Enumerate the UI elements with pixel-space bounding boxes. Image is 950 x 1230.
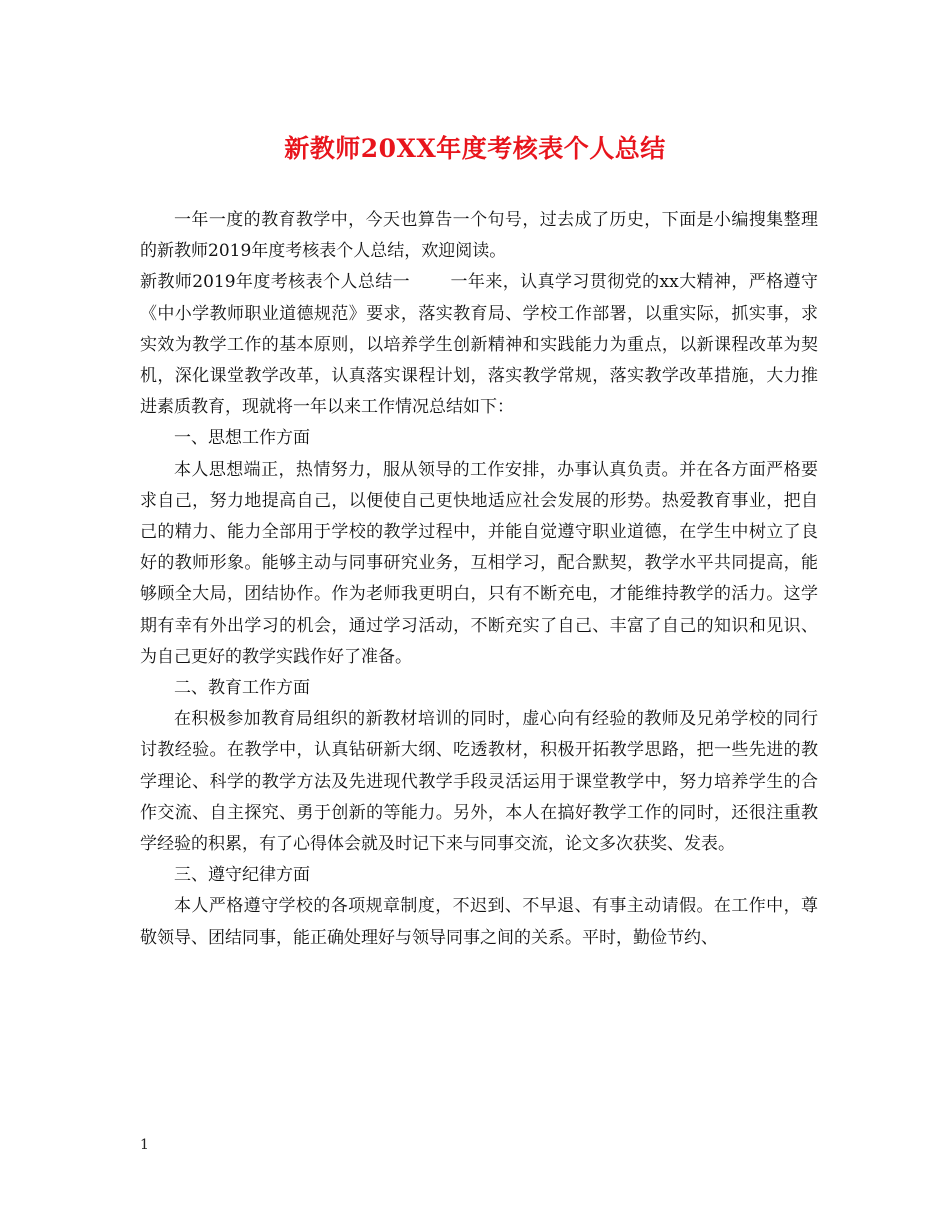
section-paragraph: 本人思想端正，热情努力，服从领导的工作安排，办事认真负责。并在各方面严格要求自己，努力地提高自己，以便使自己更快地适应社会发展的形势。热爱教育事业，把自己的精力、能力全部用于学校的教学过程中，并能自觉遵守职业道德，在学生中树立了良好的教师形象。能够主动与同事研究业务，互相学习，配合默契，教学水平共同提高，能够顾全大局，团结协作。作为老师我更明白，只有不断充电，才能维持教学的活力。这学期有幸有外出学习的机会，通过学习活动，不断充实了自己、丰富了自己的知识和见识、为自己更好的教学实践作好了准备。	[140, 459, 818, 667]
section-paragraph: 本人严格遵守学校的各项规章制度，不迟到、不早退、有事主动请假。在工作中，尊敬领导、团结同事，能正确处理好与领导同事之间的关系。平时，勤俭节约、	[140, 896, 818, 948]
overview-text: 一年来，认真学习贯彻党的xx大精神，严格遵守《中小学教师职业道德规范》要求，落实教育局、学校工作部署，以重实际，抓实事，求实效为教学工作的基本原则，以培养学生创新精神和实践能力为重点，以新课程改革为契机，深化课堂教学改革，认真落实课程计划，落实教学常规，落实教学改革措施，大力推进素质教育，现就将一年以来工作情况总结如下：	[140, 272, 818, 418]
overview-paragraph	[140, 267, 818, 423]
section-heading: 二、教育工作方面	[174, 678, 310, 699]
intro-paragraph: 一年一度的教育教学中，今天也算告一个句号，过去成了历史，下面是小编搜集整理的新教师2019年度考核表个人总结，欢迎阅读。	[140, 210, 818, 262]
section-heading: 一、思想工作方面	[174, 428, 310, 449]
document-title: 新教师20XX年度考核表个人总结	[284, 134, 666, 163]
summary-subtitle: 新教师2019年度考核表个人总结一	[140, 272, 411, 293]
section-paragraph: 在积极参加教育局组织的新教材培训的同时，虚心向有经验的教师及兄弟学校的同行讨教经验。在教学中，认真钻研新大纲、吃透教材，积极开拓教学思路，把一些先进的教学理论、科学的教学方法及先进现代教学手段灵活运用于课堂教学中，努力培养学生的合作交流、自主探究、勇于创新的等能力。另外，本人在搞好教学工作的同时，还很注重教学经验的积累，有了心得体会就及时记下来与同事交流，论文多次获奖、发表。	[140, 709, 818, 855]
section-heading: 三、遵守纪律方面	[174, 865, 310, 886]
page-number: 1	[140, 1137, 149, 1153]
document-body	[140, 205, 818, 954]
